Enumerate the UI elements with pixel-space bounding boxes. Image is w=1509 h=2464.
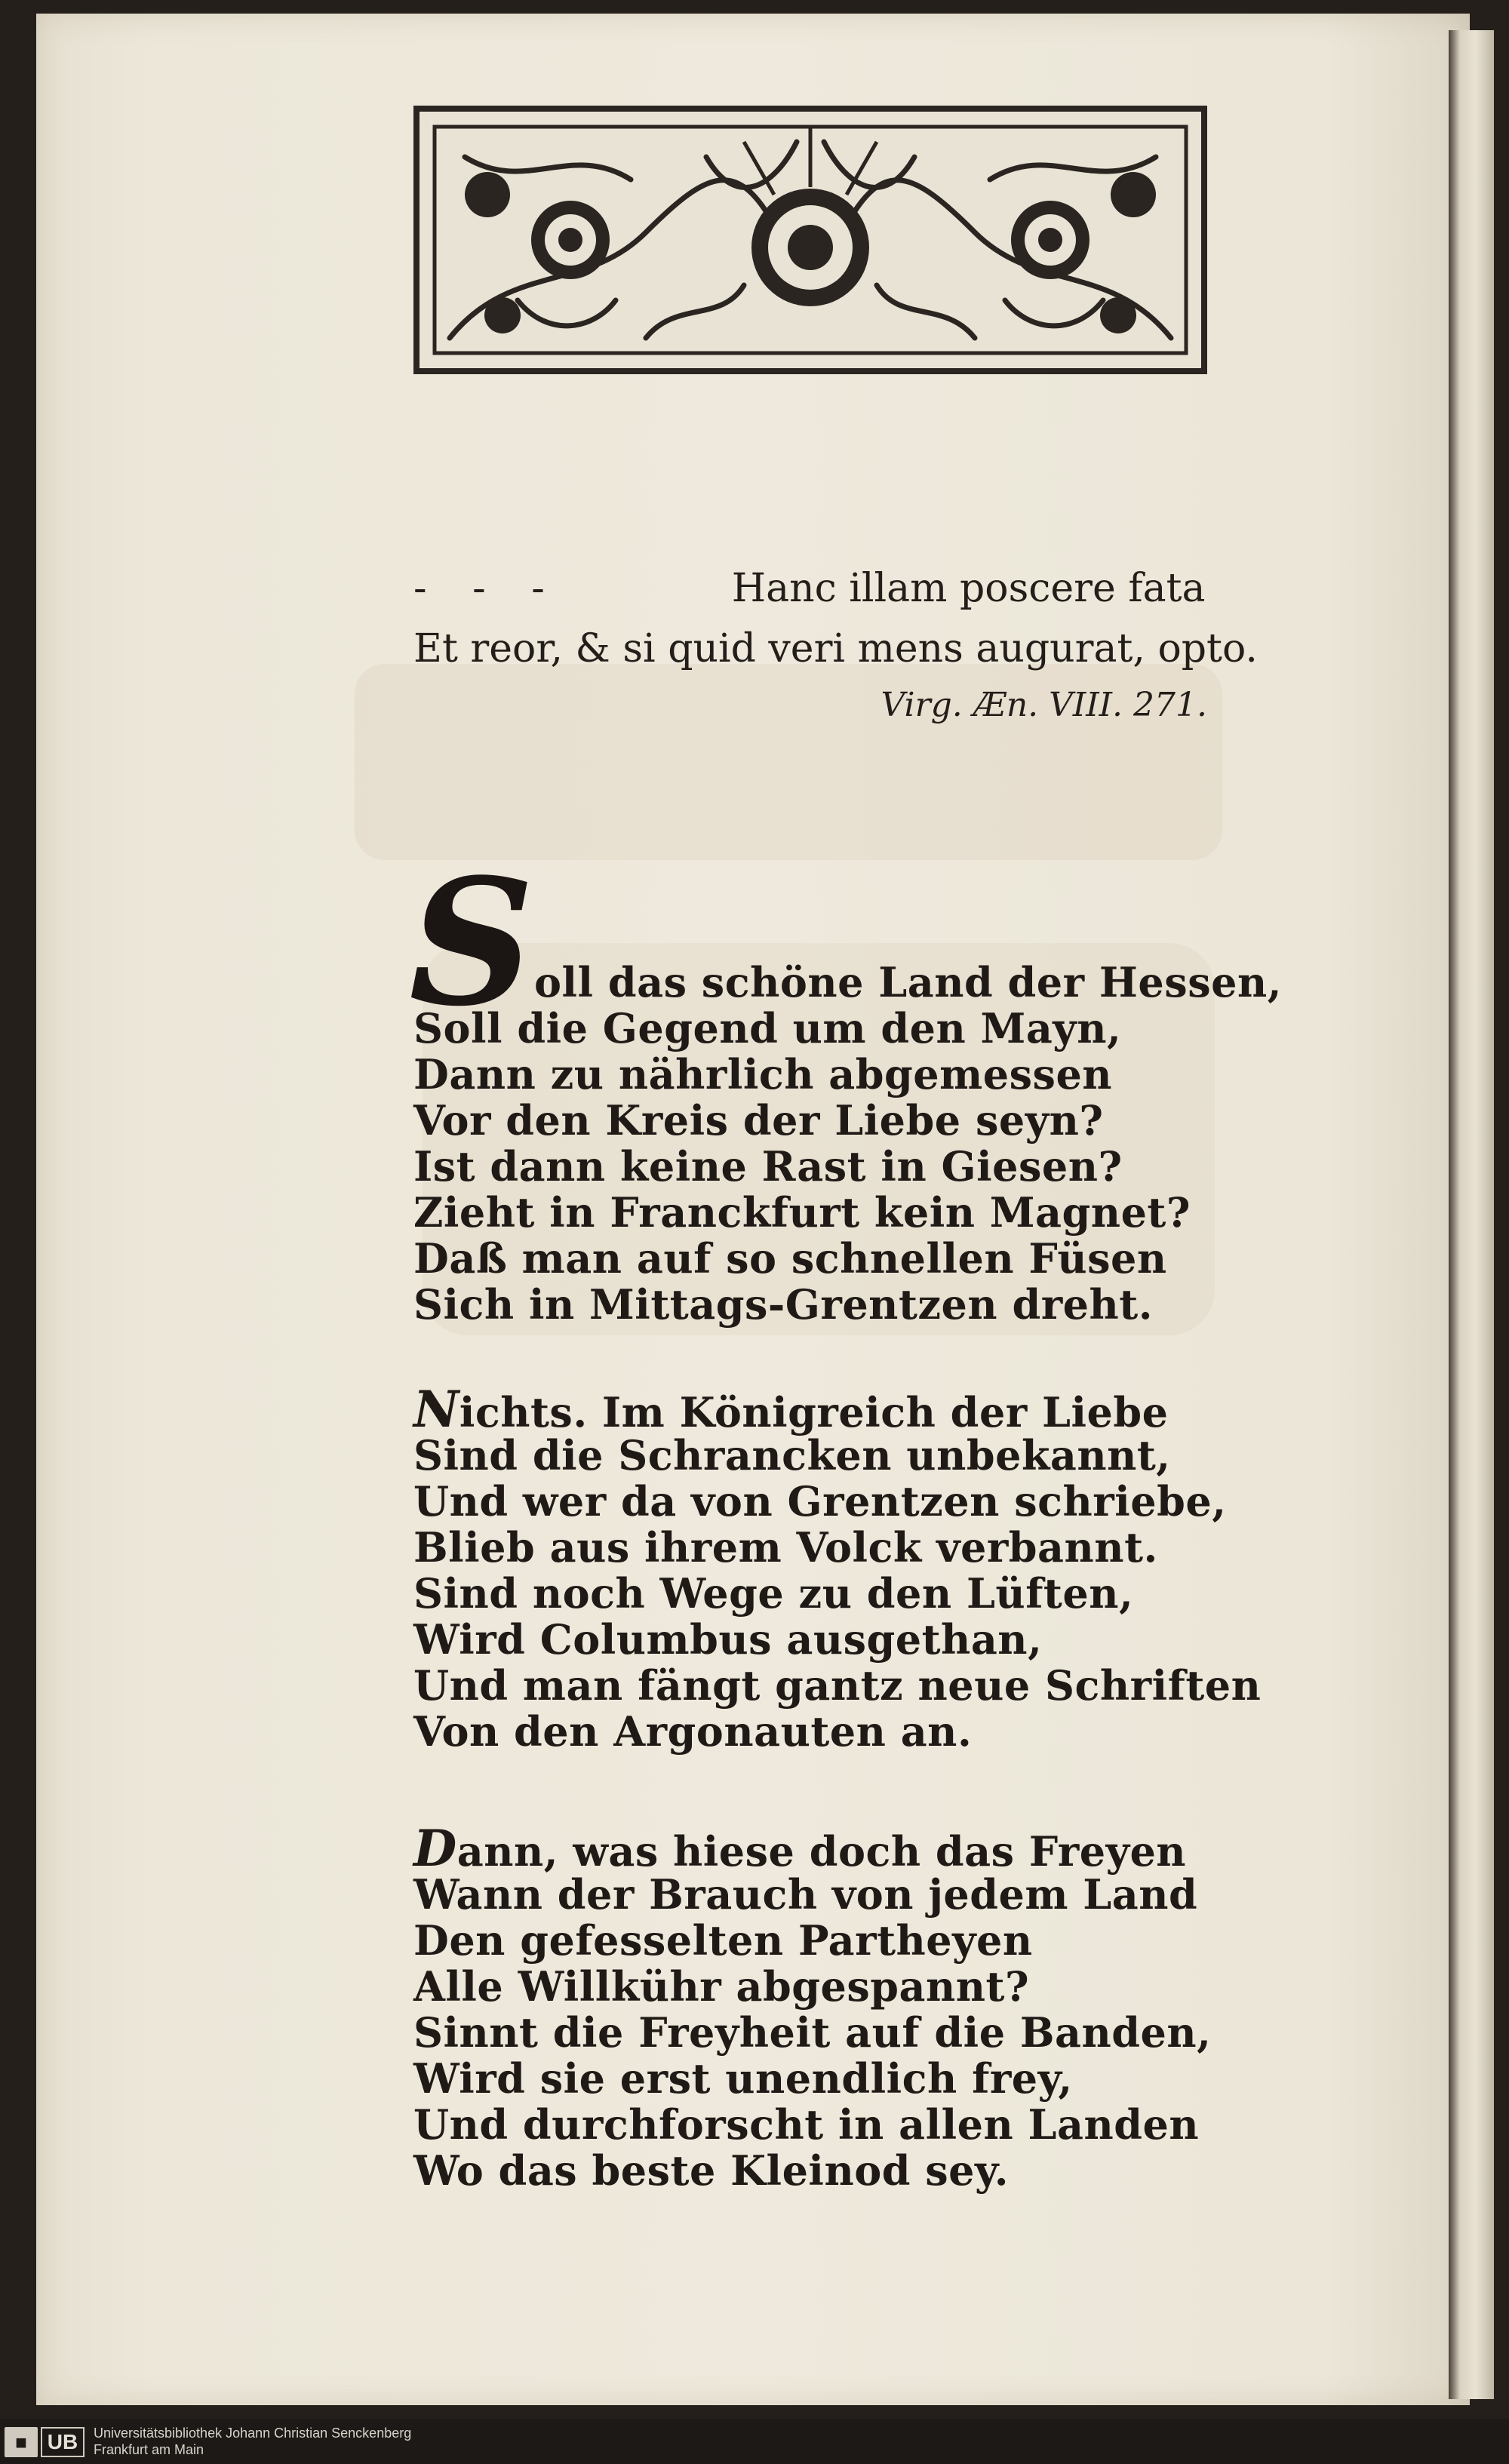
library-logo-text: UB: [41, 2427, 85, 2457]
verse-line: Wird sie erst unendlich frey,: [413, 2054, 1073, 2103]
library-emblem-icon: ■: [5, 2427, 38, 2457]
verse-line: Soll die Gegend um den Mayn,: [413, 1004, 1122, 1052]
verse-line: Wann der Brauch von jedem Land: [413, 1870, 1198, 1919]
motto-line-1-text: Hanc illam poscere fata: [731, 566, 1206, 611]
library-credit: [94, 2425, 411, 2458]
woodcut-ornament-border: [413, 106, 1207, 374]
stanza-initial: D: [413, 1819, 457, 1878]
verse-line: Wo das beste Kleinod sey.: [413, 2146, 1010, 2195]
verse-line: Von den Argonauten an.: [413, 1707, 973, 1756]
verse-line: Vor den Kreis der Liebe seyn?: [413, 1096, 1104, 1144]
library-city: Frankfurt am Main: [94, 2442, 204, 2457]
motto-line-1: [413, 558, 1213, 619]
verse-line: Sind die Schrancken unbekannt,: [413, 1431, 1171, 1479]
verse-line: Daß man auf so schnellen Füsen: [413, 1234, 1167, 1283]
verse-line: Und durchforscht in allen Landen: [413, 2100, 1200, 2149]
motto-dashes: - - -: [413, 566, 561, 611]
verse-line: oll das schöne Land der Hessen,: [534, 958, 1283, 1006]
verse-line: Wird Columbus ausgethan,: [413, 1615, 1043, 1664]
verse-line: Ist dann keine Rast in Giesen?: [413, 1142, 1123, 1191]
stanza-3: [413, 1819, 1212, 2195]
verse-line: [413, 1380, 1261, 1439]
verse-line: Blieb aus ihrem Volck verbannt.: [413, 1523, 1158, 1571]
verse-line-rest: ann, was hiese doch das Freyen: [456, 1827, 1187, 1876]
verse-line: Sinnt die Freyheit auf die Banden,: [413, 2008, 1212, 2057]
page-edge: [1449, 30, 1494, 2399]
floral-ornament-icon: [420, 112, 1201, 368]
verse-line-rest: ichts. Im Königreich der Liebe: [459, 1388, 1169, 1436]
library-name: Universitätsbibliothek Johann Christian Senckenberg: [94, 2426, 412, 2441]
library-footer: [0, 2419, 1509, 2464]
latin-motto: [413, 558, 1258, 732]
verse-line: Zieht in Franckfurt kein Magnet?: [413, 1188, 1191, 1237]
verse-line: Sich in Mittags-Grentzen dreht.: [413, 1280, 1154, 1329]
library-logo: [5, 2426, 85, 2458]
stanza-initial: N: [413, 1380, 459, 1439]
verse-line: Und man fängt gantz neue Schriften: [413, 1661, 1262, 1710]
verse-line: [413, 1819, 1211, 1878]
verse-line: Und wer da von Grentzen schriebe,: [413, 1477, 1227, 1525]
motto-line-2: Et reor, & si quid veri mens augurat, opto.: [413, 626, 1258, 671]
stanza-2: [413, 1380, 1262, 1756]
verse-line: Alle Willkühr abgespannt?: [413, 1962, 1030, 2011]
verse-line: Dann zu nährlich abgemessen: [413, 1050, 1113, 1098]
stanza-1: [409, 841, 1283, 1329]
verse-line: Sind noch Wege zu den Lüften,: [413, 1569, 1134, 1618]
dropcap-initial: S: [409, 841, 535, 1045]
motto-reference: Virg. Æn. VIII. 271.: [881, 686, 1207, 724]
verse-line: Den gefesselten Partheyen: [413, 1916, 1033, 1965]
